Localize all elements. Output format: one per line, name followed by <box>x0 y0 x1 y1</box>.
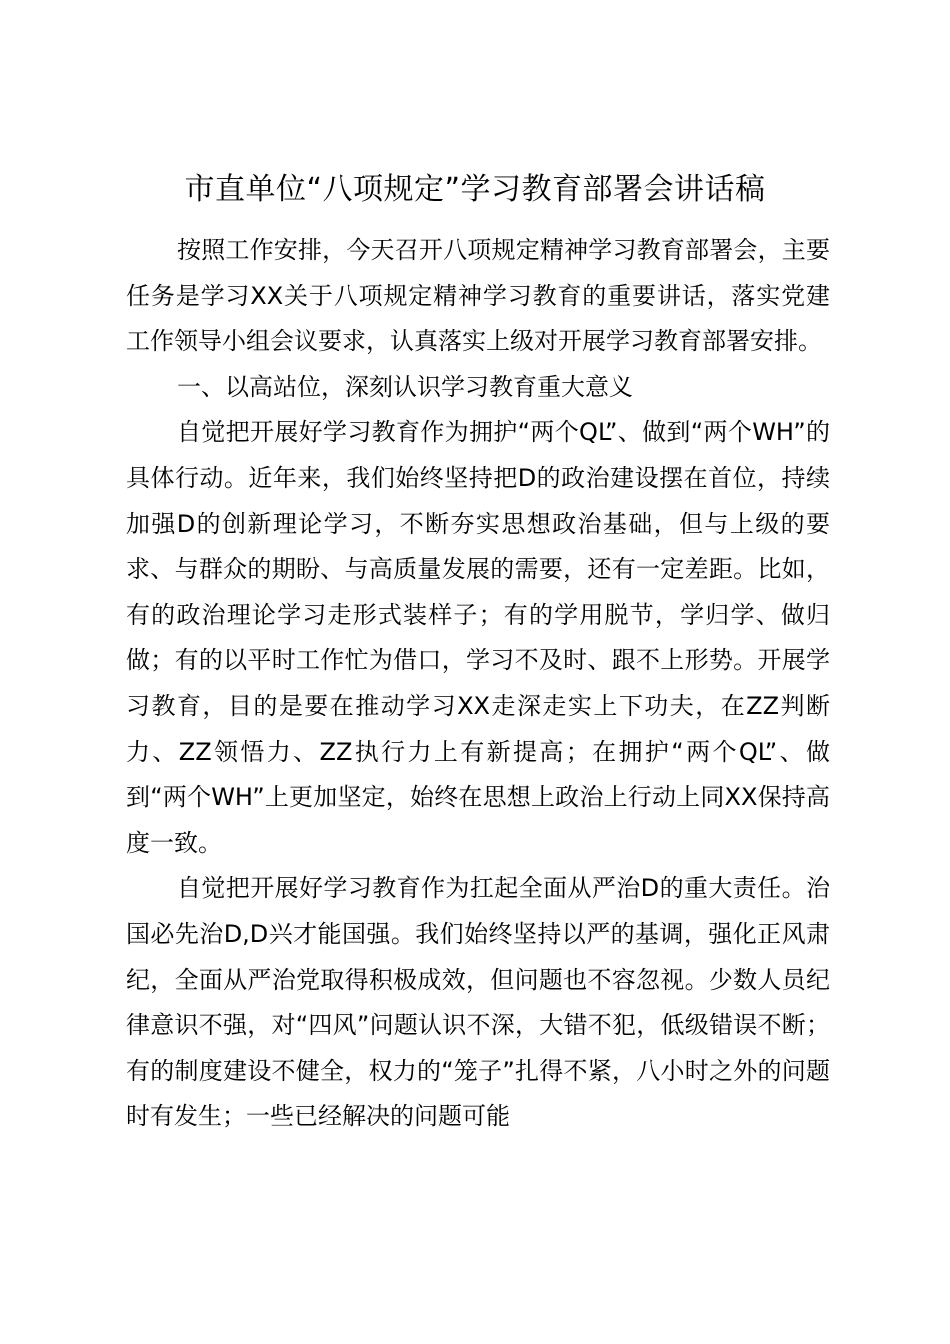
document-body <box>126 228 830 1140</box>
section-heading: 一、以高站位，深刻认识学习教育重大意义 <box>177 372 633 401</box>
paragraph-intro: 按照工作安排，今天召开八项规定精神学习教育部署会，主要任务是学习XX关于八项规定精神学习教育的重要讲话，落实党建工作领导小组会议要求，认真落实上级对开展学习教育部署安排。 <box>126 236 830 356</box>
paragraph-strict-governance: 自觉把开展好学习教育作为扛起全面从严治D的重大责任。治国必先治D,D兴才能国强。我们始终坚持以严的基调，强化正风肃纪，全面从严治党取得积极成效，但问题也不容忽视。少数人员纪律意识不强，对“四风”问题认识不深，大错不犯，低级错误不断；有的制度建设不健全，权力的“笼子”扎得不紧，八小时之外的问题时有发生；一些已经解决的问题可能 <box>126 874 830 1131</box>
paragraph-political-action: 自觉把开展好学习教育作为拥护“两个QL”、做到“两个WH”的具体行动。近年来，我们始终坚持把D的政治建设摆在首位，持续加强D的创新理论学习，不断夯实思想政治基础，但与上级的要求、与群众的期盼、与高质量发展的需要，还有一定差距。比如，有的政治理论学习走形式装样子；有的学用脱节，学归学、做归做；有的以平时工作忙为借口，学习不及时、跟不上形势。开展学习教育，目的是要在推动学习XX走深走实上下功夫，在ZZ判断力、ZZ领悟力、ZZ执行力上有新提高；在拥护“两个QL”、做到“两个WH”上更加坚定，始终在思想上政治上行动上同XX保持高度一致。 <box>126 418 830 857</box>
document-title: 市直单位“八项规定”学习教育部署会讲话稿 <box>184 172 766 207</box>
